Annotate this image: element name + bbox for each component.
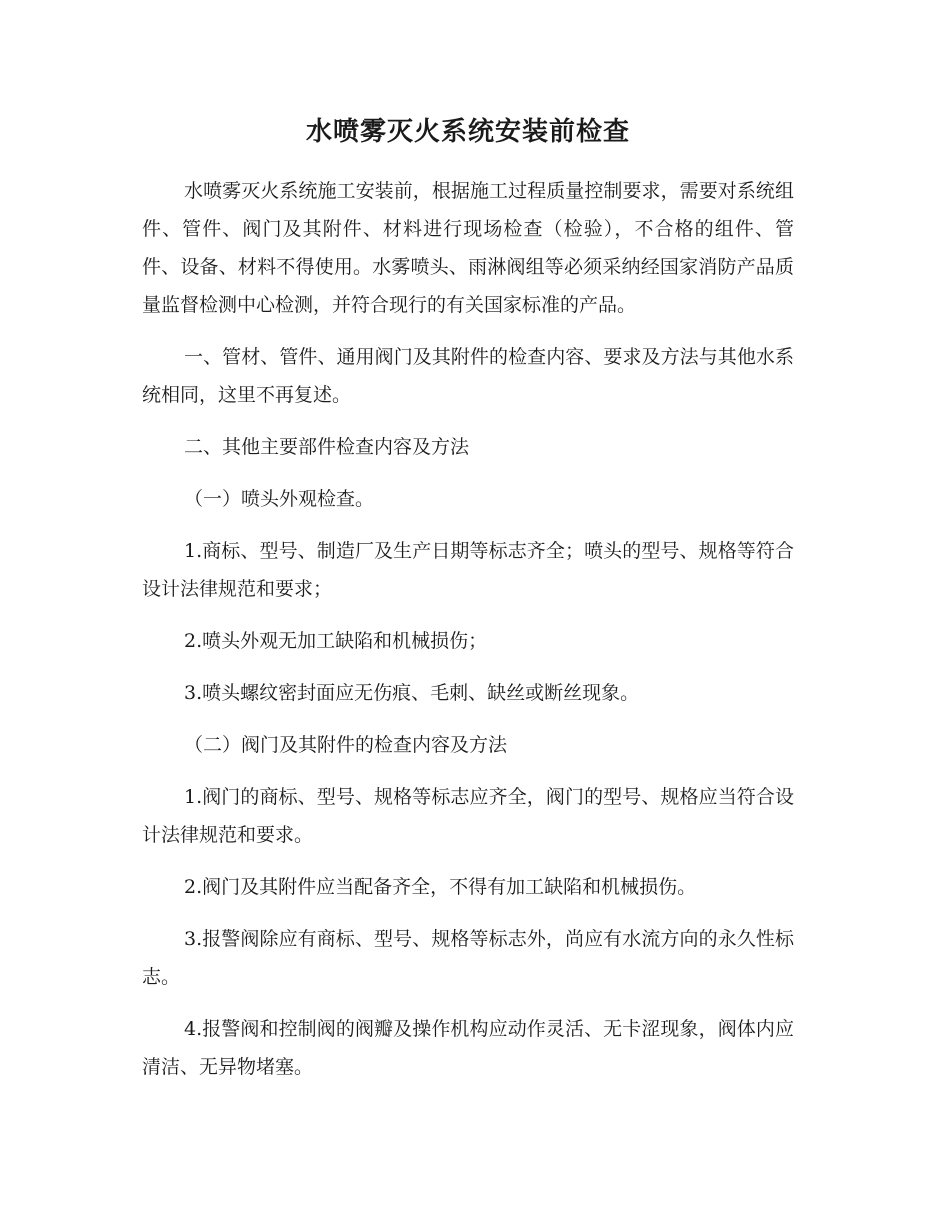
valve-item-2: 2.阀门及其附件应当配备齐全，不得有加工缺陷和机械损伤。 — [184, 876, 697, 898]
nozzle-item-2: 2.喷头外观无加工缺陷和机械损伤； — [184, 630, 488, 652]
intro-paragraph: 水喷雾灭火系统施工安装前，根据施工过程质量控制要求，需要对系统组件、管件、阀门及其附件、材料进行现场检查（检验），不合格的组件、管件、设备、材料不得使用。水雾喷头、雨淋阀组等必须采纳经国家消防产品质量监督检测中心检测，并符合现行的有关国家标准的产品。 — [142, 180, 794, 316]
paragraph-gap — [142, 996, 794, 1010]
paragraph-gap — [142, 518, 794, 532]
subsection-valve-heading: （二）阀门及其附件的检查内容及方法 — [184, 734, 508, 756]
nozzle-item-3: 3.喷头螺纹密封面应无伤痕、毛刺、缺丝或断丝现象。 — [184, 682, 640, 704]
section-one-paragraph: 一、管材、管件、通用阀门及其附件的检查内容、要求及方法与其他水系统相同，这里不再复述。 — [142, 346, 794, 406]
valve-item-1: 1.阀门的商标、型号、规格等标志应齐全，阀门的型号、规格应当符合设计法律规范和要求。 — [142, 786, 794, 846]
paragraph-gap — [142, 712, 794, 726]
paragraph-gap — [142, 414, 794, 428]
valve-item-4: 4.报警阀和控制阀的阀瓣及操作机构应动作灵活、无卡涩现象，阀体内应清洁、无异物堵塞。 — [142, 1018, 794, 1078]
document-title: 水喷雾灭火系统安装前检查 — [305, 117, 630, 147]
paragraph-gap — [142, 324, 794, 338]
paragraph-gap — [142, 660, 794, 674]
valve-item-3: 3.报警阀除应有商标、型号、规格等标志外，尚应有水流方向的永久性标志。 — [142, 928, 794, 988]
paragraph-gap — [142, 466, 794, 480]
paragraph-gap — [142, 608, 794, 622]
subsection-nozzle-heading: （一）喷头外观检查。 — [184, 488, 375, 510]
paragraph-gap — [142, 854, 794, 868]
section-two-heading: 二、其他主要部件检查内容及方法 — [184, 436, 470, 458]
paragraph-gap — [142, 764, 794, 778]
nozzle-item-1: 1.商标、型号、制造厂及生产日期等标志齐全；喷头的型号、规格等符合设计法律规范和要求； — [142, 540, 794, 600]
paragraph-gap — [142, 906, 794, 920]
